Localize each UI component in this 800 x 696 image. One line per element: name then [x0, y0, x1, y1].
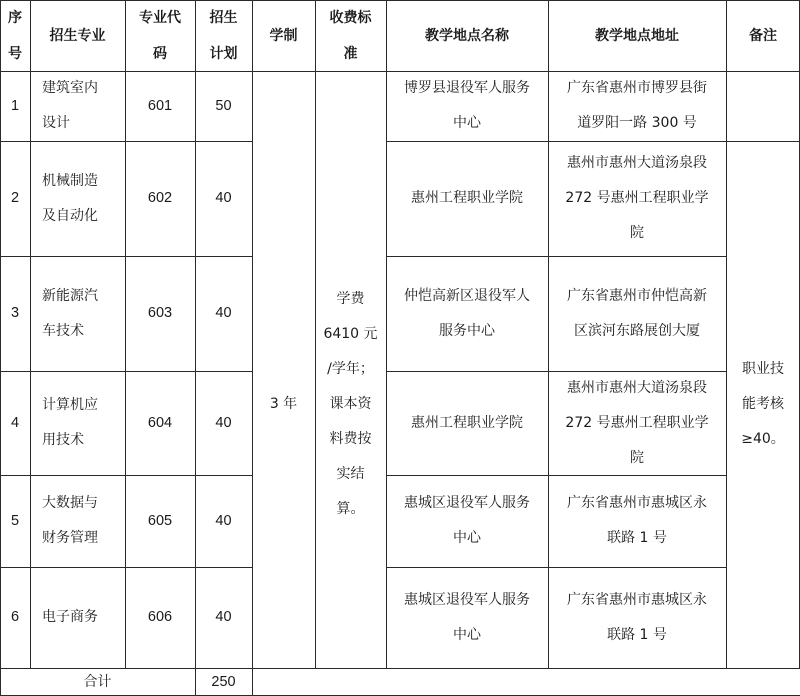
row-site-address: 广东省惠州市仲恺高新 区滨河东路展创大厦	[567, 287, 707, 339]
row-site-name: 惠州工程职业学院	[411, 414, 523, 431]
row-major: 新能源汽 车技术	[42, 287, 98, 339]
total-plan: 250	[211, 674, 236, 690]
row-code: 601	[147, 97, 173, 114]
row-plan: 40	[215, 414, 232, 431]
header-major: 招生专业	[49, 27, 106, 44]
row-seq: 5	[10, 512, 20, 529]
row-major: 机械制造 及自动化	[42, 172, 98, 224]
row-seq: 1	[10, 97, 20, 114]
row-code: 602	[147, 190, 173, 206]
row-site-name: 仲恺高新区退役军人 服务中心	[404, 287, 530, 339]
total-label: 合计	[83, 674, 112, 690]
row-seq: 3	[10, 305, 20, 321]
row-plan: 40	[215, 609, 232, 625]
row-seq: 2	[10, 190, 20, 206]
header-fee: 收费标 准	[329, 9, 372, 62]
row-site-address: 惠州市惠州大道汤泉段 272 号惠州工程职业学 院	[565, 379, 709, 466]
header-plan: 招生 计划	[209, 9, 238, 62]
header-site-address: 教学地点地址	[595, 27, 679, 44]
row-site-address: 惠州市惠州大道汤泉段 272 号惠州工程职业学 院	[565, 155, 709, 241]
row-site-address: 广东省惠州市惠城区永 联路 1 号	[567, 591, 707, 643]
row-plan: 40	[215, 305, 232, 321]
row-plan: 40	[215, 512, 232, 529]
row-code: 606	[147, 609, 173, 625]
header-seq: 序 号	[8, 9, 22, 62]
row-seq: 4	[10, 414, 20, 431]
row-site-name: 惠城区退役军人服务 中心	[404, 591, 530, 643]
row-code: 604	[147, 414, 173, 431]
row-site-address: 广东省惠州市博罗县街 道罗阳一路 300 号	[567, 80, 707, 131]
row-major: 电子商务	[42, 609, 98, 625]
row-major: 计算机应 用技术	[42, 397, 98, 448]
row-site-name: 惠城区退役军人服务 中心	[404, 495, 530, 546]
row-plan: 50	[215, 97, 232, 114]
row-site-address: 广东省惠州市惠城区永 联路 1 号	[567, 495, 707, 546]
row-major: 建筑室内 设计	[42, 80, 98, 131]
merged-remark: 职业技 能考核 ≥40。	[741, 361, 785, 447]
header-site-name: 教学地点名称	[425, 27, 509, 44]
row-site-name: 博罗县退役军人服务 中心	[404, 80, 530, 131]
row-code: 603	[147, 305, 173, 321]
row-site-name: 惠州工程职业学院	[411, 190, 523, 206]
row-major: 大数据与 财务管理	[42, 495, 98, 546]
header-remark: 备注	[749, 27, 777, 44]
merged-fee: 学费 6410 元 /学年； 课本资 料费按 实结 算。	[323, 291, 378, 517]
row-code: 605	[147, 512, 173, 529]
row-seq: 6	[10, 609, 20, 625]
header-code: 专业代 码	[139, 9, 181, 62]
row-plan: 40	[215, 190, 232, 206]
merged-duration: 3 年	[269, 396, 298, 412]
header-duration: 学制	[269, 27, 298, 44]
